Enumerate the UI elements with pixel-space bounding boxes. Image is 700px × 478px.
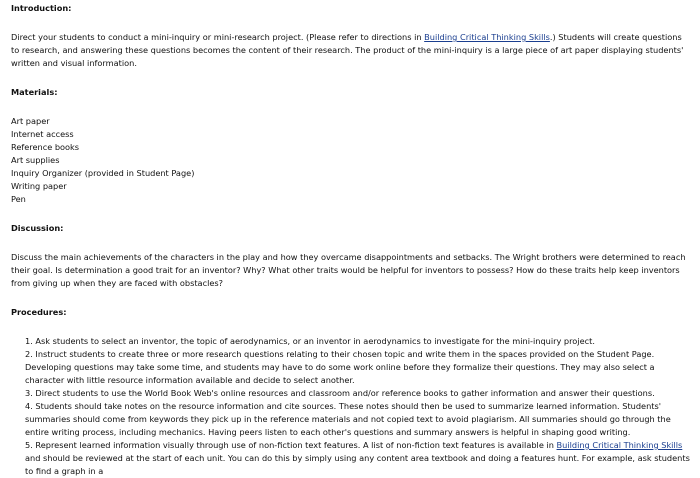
procedure-step: 3. Direct students to use the World Book Web's online resources and classroom and/or reference books to gather information and answer their questions.	[25, 388, 655, 398]
materials-item: Writing paper	[11, 181, 67, 191]
materials-item: Art supplies	[11, 155, 60, 165]
materials-item: Reference books	[11, 142, 80, 152]
materials-item: Internet access	[11, 129, 74, 139]
materials-item: Pen	[11, 194, 26, 204]
materials-item: Inquiry Organizer (provided in Student Page)	[11, 168, 195, 178]
page-content	[11, 2, 691, 478]
building-critical-thinking-skills-link[interactable]: Building Critical Thinking Skills	[556, 440, 683, 450]
procedure-step: 2. Instruct students to create three or more research questions relating to their chosen topic and write them in the spaces provided on the Student Page. Developing questions may take some time, and students may have to do some work online before they formalize their questions. They may also select a character with little resource information available and decide to select another.	[25, 349, 655, 385]
procedure-step: 1. Ask students to select an inventor, the topic of aerodynamics, or an inventor in aerodynamics to investigate for the mini-inquiry project.	[25, 336, 595, 346]
procedures-heading: Procedures:	[11, 307, 67, 317]
materials-item: Art paper	[11, 116, 50, 126]
building-critical-thinking-skills-link[interactable]: Building Critical Thinking Skills	[424, 32, 550, 42]
procedure-step: 4. Students should take notes on the resource information and cite sources. These notes should then be used to summarize learned information. Students' summaries should come from keywords they pick up in the reference materials and not copied text to avoid plagiarism. All summaries should go through the entire writing process, including mechanics. Having peers listen to each other's questions and summary answers is helpful in shaping good writing.	[25, 401, 671, 437]
introduction-paragraph	[11, 31, 691, 70]
materials-heading: Materials:	[11, 87, 58, 97]
procedure-step	[11, 439, 691, 478]
introduction-heading: Introduction:	[11, 3, 72, 13]
introduction-text-part1: Direct your students to conduct a mini-inquiry or mini-research project. (Please refer to directions in	[11, 32, 425, 42]
procedure-step-5-part1: 5. Represent learned information visually through use of non-fiction text features. A list of non-fiction text features is available in	[25, 440, 557, 450]
procedures-list	[11, 335, 691, 478]
introduction-text-part2: .) Students will create questions to research, and answering these questions becomes the content of their research. The product of the mini-inquiry is a large piece of art paper displaying students' written and visual information.	[11, 32, 684, 68]
materials-list	[11, 115, 691, 206]
procedure-step-5-part2: and should be reviewed at the start of each unit. You can do this by simply using any content area textbook and doing a features hunt. For example, ask students to find a graph in a	[25, 453, 690, 476]
discussion-heading: Discussion:	[11, 223, 64, 233]
discussion-paragraph: Discuss the main achievements of the characters in the play and how they overcame disappointments and setbacks. The Wright brothers were determined to reach their goal. Is determination a good trait for an inventor? Why? What other traits would be helpful for inventors to possess? How do these traits help keep inventors from giving up when they are faced with obstacles?	[11, 252, 686, 288]
